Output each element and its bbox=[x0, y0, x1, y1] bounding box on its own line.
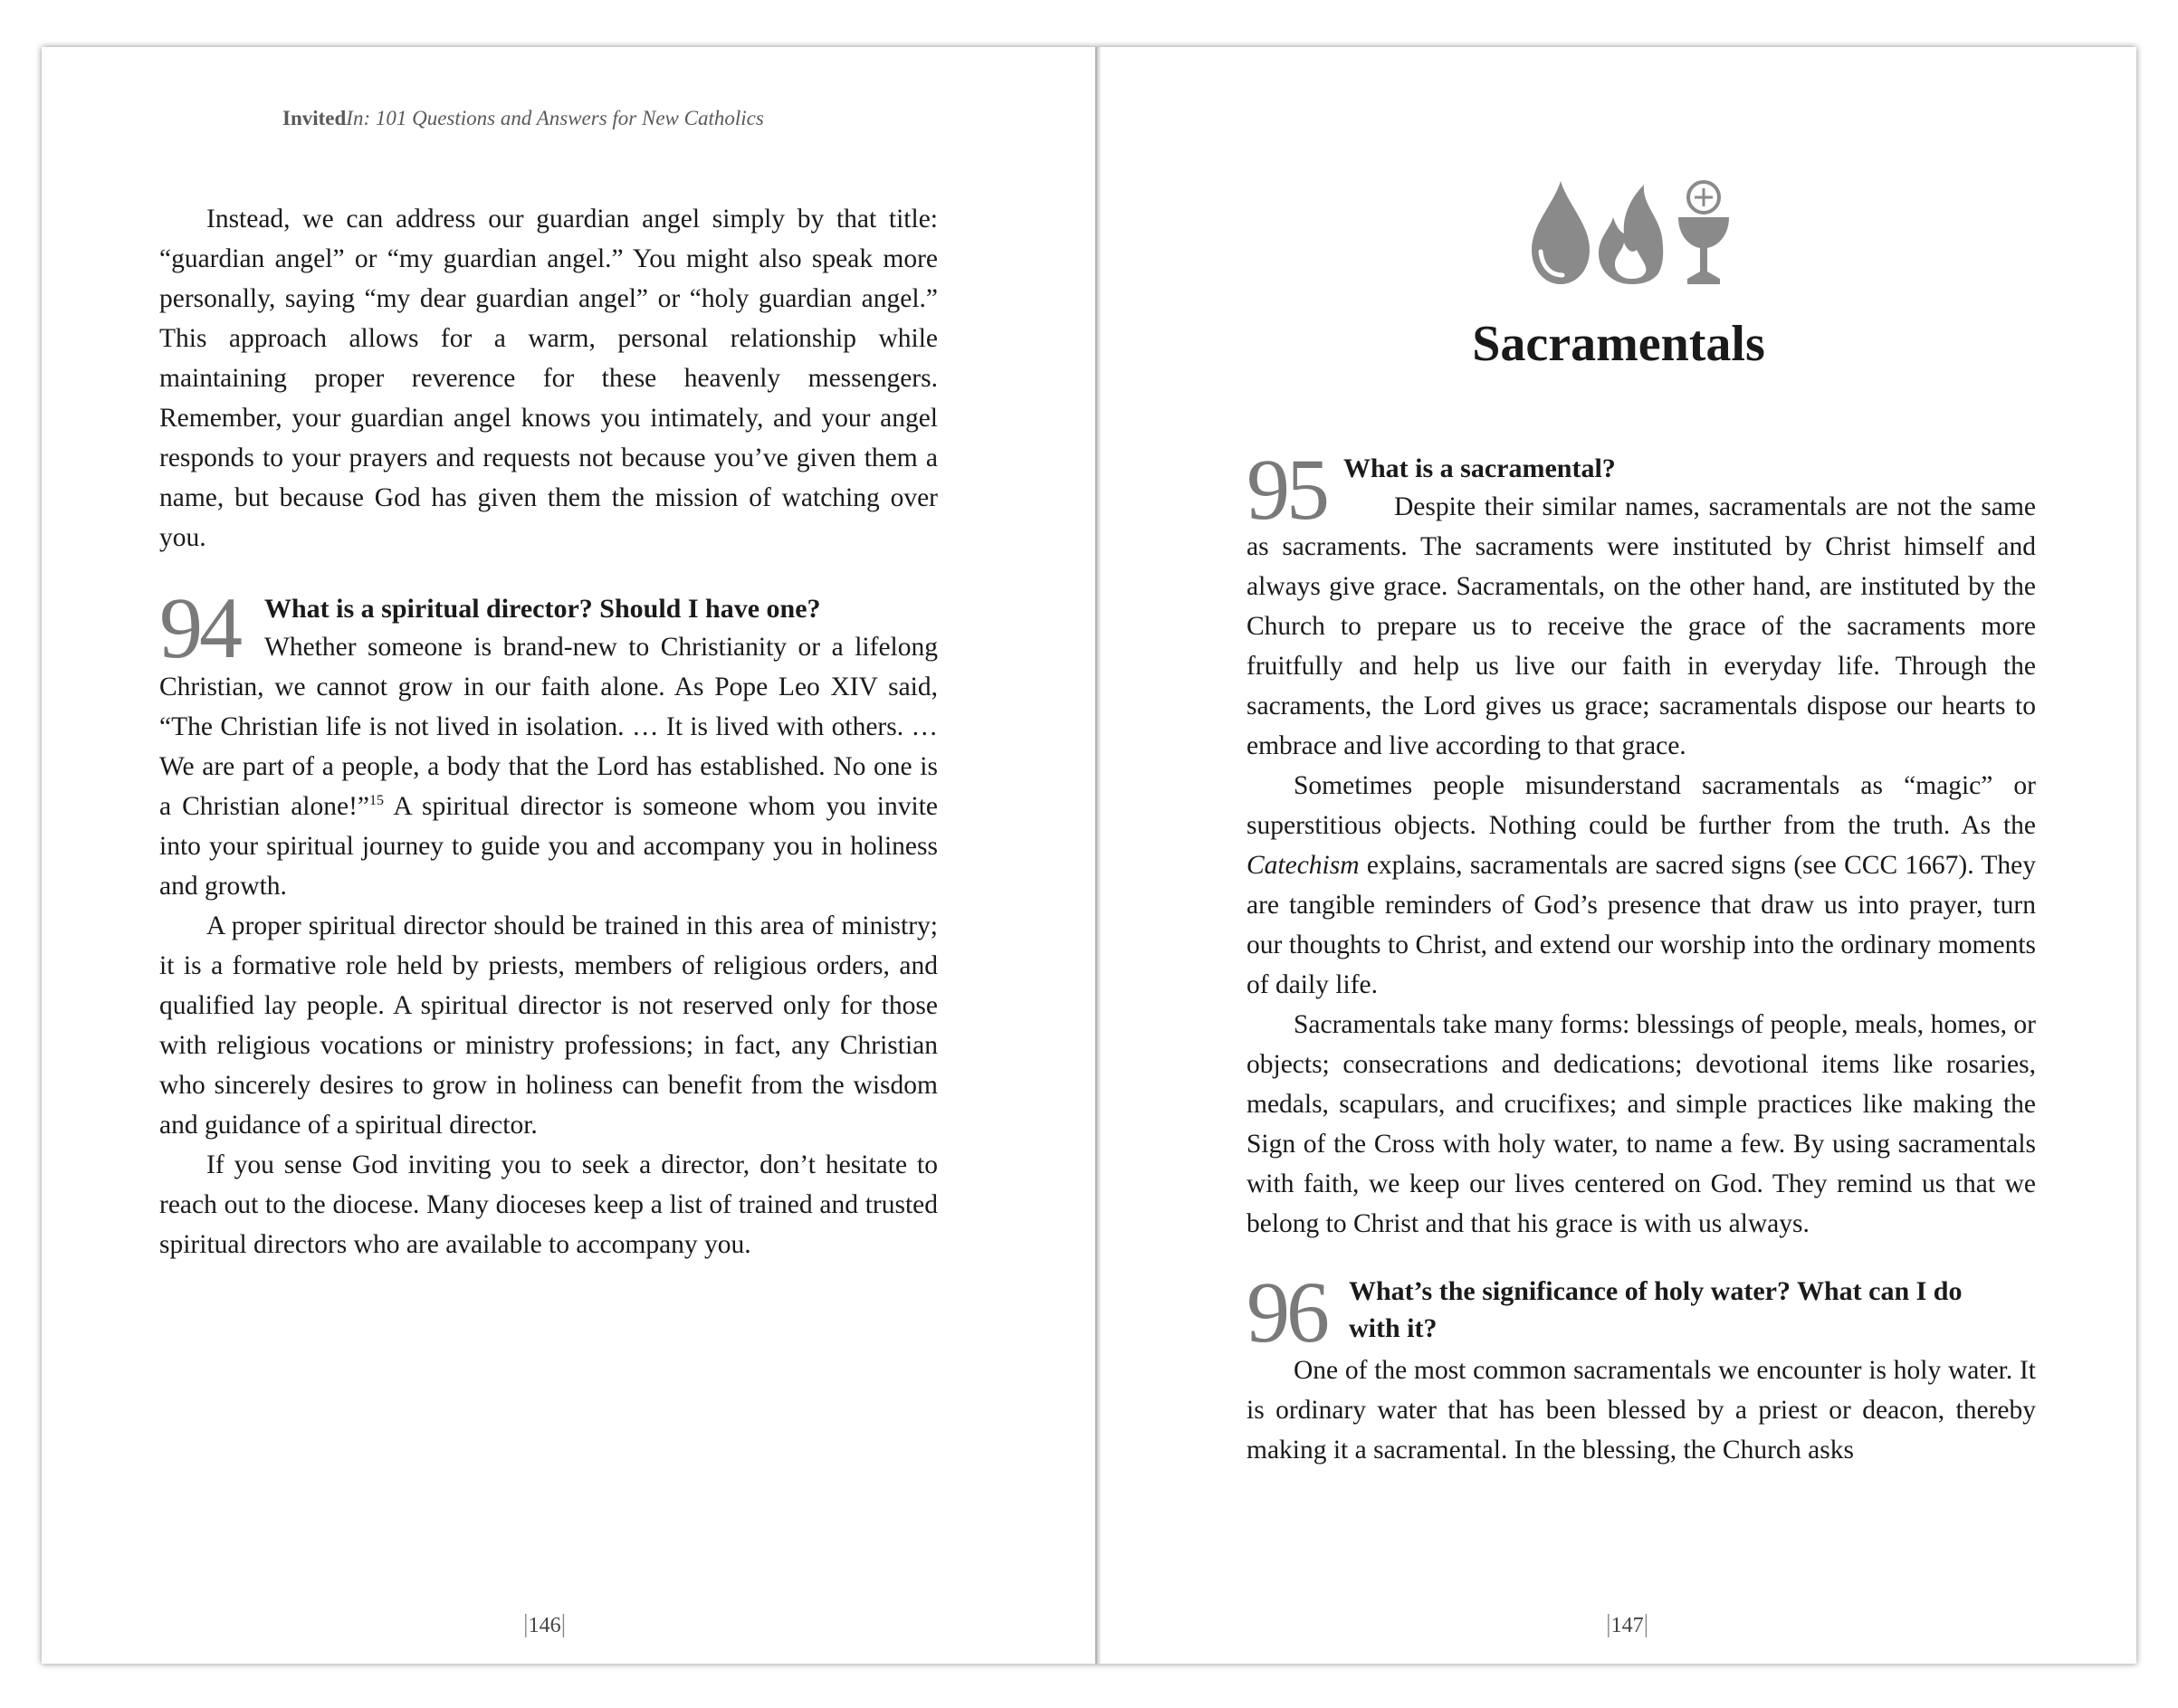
question-title-95: What is a sacramental? bbox=[1343, 453, 1616, 483]
catechism-italic: Catechism bbox=[1247, 851, 1360, 880]
chapter-icons bbox=[1526, 177, 1743, 290]
question-number-95: 95 bbox=[1247, 441, 1326, 538]
question-95-paragraph-1: Despite their similar names, sacramentals are not the same as sacraments. The sacraments were instituted by Christ himself and always give grace. Sacramentals, on the other hand, are instituted by the Church to prepare us to receive the grace of the sacraments more fruitfully and help us live our faith in everyday life. Through the sacraments, the Lord gives us grace; sacramentals dispose our hearts to embrace and live according to that grace. bbox=[1247, 492, 2036, 760]
page-number-left: |146| bbox=[523, 1610, 567, 1638]
question-title-96: What’s the significance of holy water? What can I do with it? bbox=[1349, 1276, 1963, 1343]
running-head-bold: Invited bbox=[282, 107, 347, 129]
q94-p1-text: Whether someone is brand-new to Christianity or a lifelong Christian, we cannot grow in our faith alone. As Pope Leo XIV said, “The Christian life is not lived in isolation. … It is lived with others. … We are part of a people, a body that the Lord has established. No one is a Christian alone!” bbox=[159, 633, 938, 821]
footnote-marker[interactable]: 15 bbox=[369, 793, 385, 809]
right-text-block bbox=[1247, 441, 2036, 1470]
continued-paragraph: Instead, we can address our guardian angel simply by that title: “guardian angel” or “my guardian angel.” You might also speak more personally, saying “my dear guardian angel” or “holy guardian angel.” This approach allows for a warm, personal relationship while maintaining proper reverence for these heavenly messengers. Remember, your guardian angel knows you intimately, and your angel responds to your prayers and requests not because you’ve given them a name, but because God has given them the mission of watching over you. bbox=[159, 205, 938, 552]
left-page bbox=[42, 47, 1095, 1664]
right-page bbox=[1101, 47, 2136, 1664]
running-head-italic: In: 101 Questions and Answers for New Catholics bbox=[346, 107, 764, 129]
page-number-right: |147| bbox=[1606, 1610, 1649, 1638]
folio-right-number: 147 bbox=[1610, 1614, 1644, 1637]
folio-left-number: 146 bbox=[528, 1614, 561, 1637]
question-number-96: 96 bbox=[1247, 1264, 1326, 1360]
q95-p2-text: Sometimes people misunderstand sacramentals as “magic” or superstitious objects. Nothing could be further from the truth. As the bbox=[1247, 771, 2036, 840]
question-94-paragraph-2: A proper spiritual director should be trained in this area of ministry; it is a formative role held by priests, members of religious orders, and qualified lay people. A spiritual director is not reserved only for those with religious vocations or ministry professions; in fact, any Christian who sincerely desires to grow in holiness can benefit from the wisdom and guidance of a spiritual director. bbox=[159, 911, 938, 1140]
question-95 bbox=[1247, 441, 2036, 1244]
book-spread bbox=[42, 47, 2136, 1664]
question-title-94: What is a spiritual director? Should I have one? bbox=[264, 594, 821, 624]
chalice-icon bbox=[1678, 182, 1729, 284]
question-94 bbox=[159, 579, 938, 1264]
q95-p2-rest: explains, sacramentals are sacred signs (see CCC 1667). They are tangible reminders of God’s presence that draw us into prayer, turn our thoughts to Christ, and extend our worship into the ordinary moments of daily life. bbox=[1247, 851, 2036, 999]
running-head bbox=[282, 107, 764, 130]
q94-p1-rest: A spiritual director is someone whom you invite into your spiritual journey to guide you and accompany you in holiness and growth. bbox=[159, 792, 938, 901]
left-text-block bbox=[159, 199, 938, 1264]
question-number-94: 94 bbox=[159, 579, 239, 676]
question-96-paragraph-1: One of the most common sacramentals we encounter is holy water. It is ordinary water that has been blessed by a priest or deacon, thereby making it a sacramental. In the blessing, the Church asks bbox=[1247, 1356, 2036, 1465]
question-95-paragraph-2 bbox=[1247, 766, 2036, 1005]
water-drop-icon bbox=[1532, 181, 1590, 284]
flame-icon bbox=[1599, 185, 1663, 284]
chapter-title: Sacramentals bbox=[1472, 316, 1765, 372]
question-96 bbox=[1247, 1264, 2036, 1470]
question-94-paragraph-3: If you sense God inviting you to seek a director, don’t hesitate to reach out to the diocese. Many dioceses keep a list of trained and trusted spiritual directors who are available to accompany you. bbox=[159, 1150, 938, 1259]
question-95-paragraph-3: Sacramentals take many forms: blessings of people, meals, homes, or objects; consecrations and dedications; devotional items like rosaries, medals, scapulars, and crucifixes; and simple practices like making the Sign of the Cross with holy water, to name a few. By using sacramentals with faith, we keep our lives centered on God. They remind us that we belong to Christ and that his grace is with us always. bbox=[1247, 1010, 2036, 1238]
question-94-paragraph-1 bbox=[159, 627, 938, 906]
